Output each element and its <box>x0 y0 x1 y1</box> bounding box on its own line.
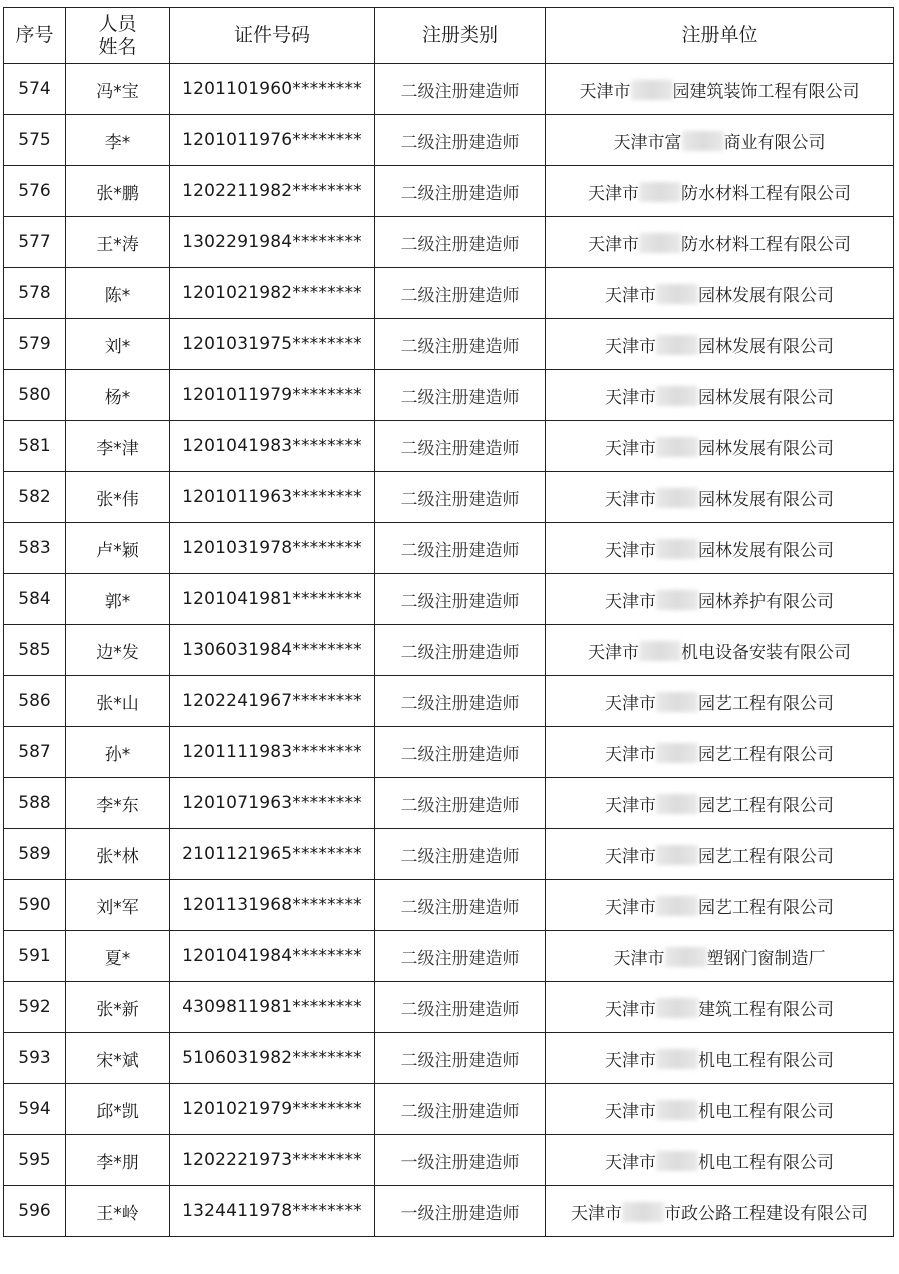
cell-name: 张*鹏 <box>66 166 170 217</box>
org-prefix: 天津市 <box>605 846 656 867</box>
cell-seq: 593 <box>4 1033 66 1084</box>
cell-registration-type: 二级注册建造师 <box>375 421 546 472</box>
org-prefix: 天津市 <box>605 744 656 765</box>
redaction-blur <box>656 794 698 814</box>
table-row <box>4 64 894 115</box>
cell-id-number: 4309811981******** <box>170 982 375 1033</box>
cell-id-number: 1201071963******** <box>170 778 375 829</box>
cell-name: 邱*凯 <box>66 1084 170 1135</box>
cell-seq: 591 <box>4 931 66 982</box>
cell-registration-type: 二级注册建造师 <box>375 472 546 523</box>
table-row <box>4 1135 894 1186</box>
org-suffix: 园林发展有限公司 <box>698 438 834 459</box>
table-row <box>4 319 894 370</box>
org-prefix: 天津市 <box>605 1050 656 1071</box>
cell-name: 孙* <box>66 727 170 778</box>
table-row <box>4 1084 894 1135</box>
org-suffix: 园艺工程有限公司 <box>698 846 834 867</box>
org-prefix: 天津市 <box>579 81 631 102</box>
cell-id-number: 2101121965******** <box>170 829 375 880</box>
cell-seq: 596 <box>4 1186 66 1237</box>
table-row <box>4 523 894 574</box>
redaction-blur <box>656 539 698 559</box>
header-type: 注册类别 <box>375 8 546 64</box>
cell-seq: 581 <box>4 421 66 472</box>
org-suffix: 建筑工程有限公司 <box>698 999 834 1020</box>
cell-name: 李*朋 <box>66 1135 170 1186</box>
cell-id-number: 1201111983******** <box>170 727 375 778</box>
cell-name: 夏* <box>66 931 170 982</box>
cell-seq: 576 <box>4 166 66 217</box>
redaction-blur <box>631 80 673 100</box>
cell-id-number: 1201011963******** <box>170 472 375 523</box>
cell-organization <box>546 1186 894 1237</box>
cell-name: 杨* <box>66 370 170 421</box>
cell-seq: 587 <box>4 727 66 778</box>
cell-id-number: 1201031978******** <box>170 523 375 574</box>
registration-table <box>3 7 894 1237</box>
cell-registration-type: 二级注册建造师 <box>375 319 546 370</box>
cell-organization <box>546 1033 894 1084</box>
cell-name: 王*涛 <box>66 217 170 268</box>
table-row <box>4 982 894 1033</box>
cell-seq: 585 <box>4 625 66 676</box>
cell-id-number: 1201131968******** <box>170 880 375 931</box>
table-row <box>4 880 894 931</box>
cell-organization <box>546 880 894 931</box>
cell-name: 边*发 <box>66 625 170 676</box>
org-suffix: 园林发展有限公司 <box>698 387 834 408</box>
cell-id-number: 1201031975******** <box>170 319 375 370</box>
org-suffix: 塑钢门窗制造厂 <box>706 948 826 969</box>
cell-id-number: 1202221973******** <box>170 1135 375 1186</box>
cell-registration-type: 二级注册建造师 <box>375 370 546 421</box>
cell-registration-type: 二级注册建造师 <box>375 166 546 217</box>
cell-name: 陈* <box>66 268 170 319</box>
redaction-blur <box>656 590 698 610</box>
table-row <box>4 625 894 676</box>
org-suffix: 机电工程有限公司 <box>698 1050 834 1071</box>
cell-id-number: 1202241967******** <box>170 676 375 727</box>
cell-registration-type: 一级注册建造师 <box>375 1135 546 1186</box>
cell-id-number: 1201041981******** <box>170 574 375 625</box>
table-row <box>4 217 894 268</box>
org-prefix: 天津市 <box>605 438 656 459</box>
cell-id-number: 1302291984******** <box>170 217 375 268</box>
header-name <box>66 8 170 64</box>
org-prefix: 天津市 <box>605 336 656 357</box>
org-prefix: 天津市 <box>588 642 639 663</box>
cell-id-number: 1201021979******** <box>170 1084 375 1135</box>
org-prefix: 天津市 <box>605 693 656 714</box>
org-prefix: 天津市 <box>613 948 665 969</box>
org-prefix: 天津市 <box>605 897 656 918</box>
cell-name: 张*伟 <box>66 472 170 523</box>
redaction-blur <box>656 743 698 763</box>
table-row <box>4 166 894 217</box>
cell-organization <box>546 421 894 472</box>
redaction-blur <box>656 896 698 916</box>
cell-id-number: 1201011976******** <box>170 115 375 166</box>
org-prefix: 天津市 <box>588 234 639 255</box>
header-row <box>4 8 894 64</box>
cell-seq: 592 <box>4 982 66 1033</box>
org-prefix: 天津市 <box>605 489 656 510</box>
cell-name: 王*岭 <box>66 1186 170 1237</box>
cell-seq: 579 <box>4 319 66 370</box>
cell-id-number: 1201041984******** <box>170 931 375 982</box>
org-suffix: 机电工程有限公司 <box>698 1101 834 1122</box>
redaction-blur <box>665 947 707 967</box>
redaction-blur <box>682 131 724 151</box>
cell-organization <box>546 829 894 880</box>
cell-name: 宋*斌 <box>66 1033 170 1084</box>
cell-registration-type: 二级注册建造师 <box>375 625 546 676</box>
header-seq: 序号 <box>4 8 66 64</box>
cell-seq: 588 <box>4 778 66 829</box>
cell-seq: 575 <box>4 115 66 166</box>
redaction-blur <box>639 641 681 661</box>
table-row <box>4 676 894 727</box>
cell-registration-type: 二级注册建造师 <box>375 982 546 1033</box>
cell-seq: 590 <box>4 880 66 931</box>
redaction-blur <box>656 284 698 304</box>
cell-name: 卢*颖 <box>66 523 170 574</box>
table-row <box>4 115 894 166</box>
header-name-line1: 人员 <box>98 12 137 35</box>
org-suffix: 商业有限公司 <box>723 132 826 153</box>
cell-registration-type: 二级注册建造师 <box>375 574 546 625</box>
cell-organization <box>546 217 894 268</box>
cell-registration-type: 二级注册建造师 <box>375 523 546 574</box>
cell-name: 张*林 <box>66 829 170 880</box>
org-suffix: 防水材料工程有限公司 <box>681 234 851 255</box>
cell-organization <box>546 676 894 727</box>
org-suffix: 市政公路工程建设有限公司 <box>664 1203 868 1224</box>
cell-registration-type: 二级注册建造师 <box>375 1033 546 1084</box>
table-row <box>4 421 894 472</box>
cell-registration-type: 二级注册建造师 <box>375 778 546 829</box>
table-row <box>4 268 894 319</box>
cell-name: 张*新 <box>66 982 170 1033</box>
cell-registration-type: 二级注册建造师 <box>375 880 546 931</box>
org-prefix: 天津市 <box>605 1101 656 1122</box>
table-row <box>4 727 894 778</box>
org-suffix: 园林发展有限公司 <box>698 336 834 357</box>
org-prefix: 天津市富 <box>613 132 682 153</box>
cell-id-number: 1324411978******** <box>170 1186 375 1237</box>
cell-seq: 584 <box>4 574 66 625</box>
cell-organization <box>546 1084 894 1135</box>
org-suffix: 园建筑装饰工程有限公司 <box>672 81 860 102</box>
cell-registration-type: 二级注册建造师 <box>375 115 546 166</box>
cell-id-number: 1201101960******** <box>170 64 375 115</box>
org-prefix: 天津市 <box>605 795 656 816</box>
cell-id-number: 1201041983******** <box>170 421 375 472</box>
cell-registration-type: 二级注册建造师 <box>375 268 546 319</box>
cell-organization <box>546 574 894 625</box>
table-row <box>4 931 894 982</box>
redaction-blur <box>656 845 698 865</box>
cell-id-number: 1306031984******** <box>170 625 375 676</box>
org-suffix: 园林发展有限公司 <box>698 285 834 306</box>
cell-registration-type: 二级注册建造师 <box>375 829 546 880</box>
cell-organization <box>546 523 894 574</box>
redaction-blur <box>622 1202 664 1222</box>
cell-registration-type: 二级注册建造师 <box>375 727 546 778</box>
org-prefix: 天津市 <box>605 591 656 612</box>
cell-name: 刘*军 <box>66 880 170 931</box>
cell-organization <box>546 370 894 421</box>
cell-name: 李*津 <box>66 421 170 472</box>
org-suffix: 园林发展有限公司 <box>698 489 834 510</box>
cell-id-number: 1202211982******** <box>170 166 375 217</box>
redaction-blur <box>639 233 681 253</box>
org-suffix: 机电设备安装有限公司 <box>681 642 851 663</box>
header-id: 证件号码 <box>170 8 375 64</box>
table-row <box>4 778 894 829</box>
cell-seq: 595 <box>4 1135 66 1186</box>
org-suffix: 园艺工程有限公司 <box>698 897 834 918</box>
cell-registration-type: 二级注册建造师 <box>375 676 546 727</box>
cell-seq: 574 <box>4 64 66 115</box>
cell-organization <box>546 166 894 217</box>
header-name-line2: 姓名 <box>98 35 137 58</box>
redaction-blur <box>656 437 698 457</box>
table-row <box>4 370 894 421</box>
org-prefix: 天津市 <box>605 387 656 408</box>
redaction-blur <box>656 692 698 712</box>
table-row <box>4 1186 894 1237</box>
cell-registration-type: 一级注册建造师 <box>375 1186 546 1237</box>
cell-name: 李* <box>66 115 170 166</box>
table-row <box>4 574 894 625</box>
table-row <box>4 829 894 880</box>
cell-registration-type: 二级注册建造师 <box>375 931 546 982</box>
org-suffix: 园林养护有限公司 <box>698 591 834 612</box>
cell-organization <box>546 727 894 778</box>
org-prefix: 天津市 <box>605 540 656 561</box>
cell-name: 郭* <box>66 574 170 625</box>
cell-seq: 577 <box>4 217 66 268</box>
cell-seq: 586 <box>4 676 66 727</box>
cell-organization <box>546 64 894 115</box>
org-prefix: 天津市 <box>588 183 639 204</box>
cell-organization <box>546 115 894 166</box>
org-prefix: 天津市 <box>605 285 656 306</box>
cell-registration-type: 二级注册建造师 <box>375 1084 546 1135</box>
redaction-blur <box>656 386 698 406</box>
redaction-blur <box>656 1049 698 1069</box>
redaction-blur <box>656 488 698 508</box>
org-suffix: 机电工程有限公司 <box>698 1152 834 1173</box>
table-row <box>4 472 894 523</box>
header-org: 注册单位 <box>546 8 894 64</box>
table-row <box>4 1033 894 1084</box>
org-prefix: 天津市 <box>605 999 656 1020</box>
redaction-blur <box>656 1100 698 1120</box>
cell-name: 刘* <box>66 319 170 370</box>
org-prefix: 天津市 <box>571 1203 622 1224</box>
redaction-blur <box>656 998 698 1018</box>
cell-seq: 583 <box>4 523 66 574</box>
cell-seq: 580 <box>4 370 66 421</box>
cell-organization <box>546 319 894 370</box>
cell-organization <box>546 268 894 319</box>
cell-name: 冯*宝 <box>66 64 170 115</box>
cell-organization <box>546 778 894 829</box>
org-suffix: 园艺工程有限公司 <box>698 744 834 765</box>
cell-name: 李*东 <box>66 778 170 829</box>
cell-registration-type: 二级注册建造师 <box>375 64 546 115</box>
cell-seq: 578 <box>4 268 66 319</box>
cell-id-number: 5106031982******** <box>170 1033 375 1084</box>
cell-seq: 594 <box>4 1084 66 1135</box>
cell-id-number: 1201011979******** <box>170 370 375 421</box>
cell-seq: 582 <box>4 472 66 523</box>
cell-registration-type: 二级注册建造师 <box>375 217 546 268</box>
cell-organization <box>546 625 894 676</box>
redaction-blur <box>639 182 681 202</box>
cell-organization <box>546 472 894 523</box>
cell-organization <box>546 982 894 1033</box>
org-suffix: 园艺工程有限公司 <box>698 795 834 816</box>
redaction-blur <box>656 335 698 355</box>
cell-name: 张*山 <box>66 676 170 727</box>
org-suffix: 园林发展有限公司 <box>698 540 834 561</box>
org-prefix: 天津市 <box>605 1152 656 1173</box>
cell-organization <box>546 931 894 982</box>
org-suffix: 防水材料工程有限公司 <box>681 183 851 204</box>
redaction-blur <box>656 1151 698 1171</box>
cell-id-number: 1201021982******** <box>170 268 375 319</box>
org-suffix: 园艺工程有限公司 <box>698 693 834 714</box>
cell-seq: 589 <box>4 829 66 880</box>
cell-organization <box>546 1135 894 1186</box>
